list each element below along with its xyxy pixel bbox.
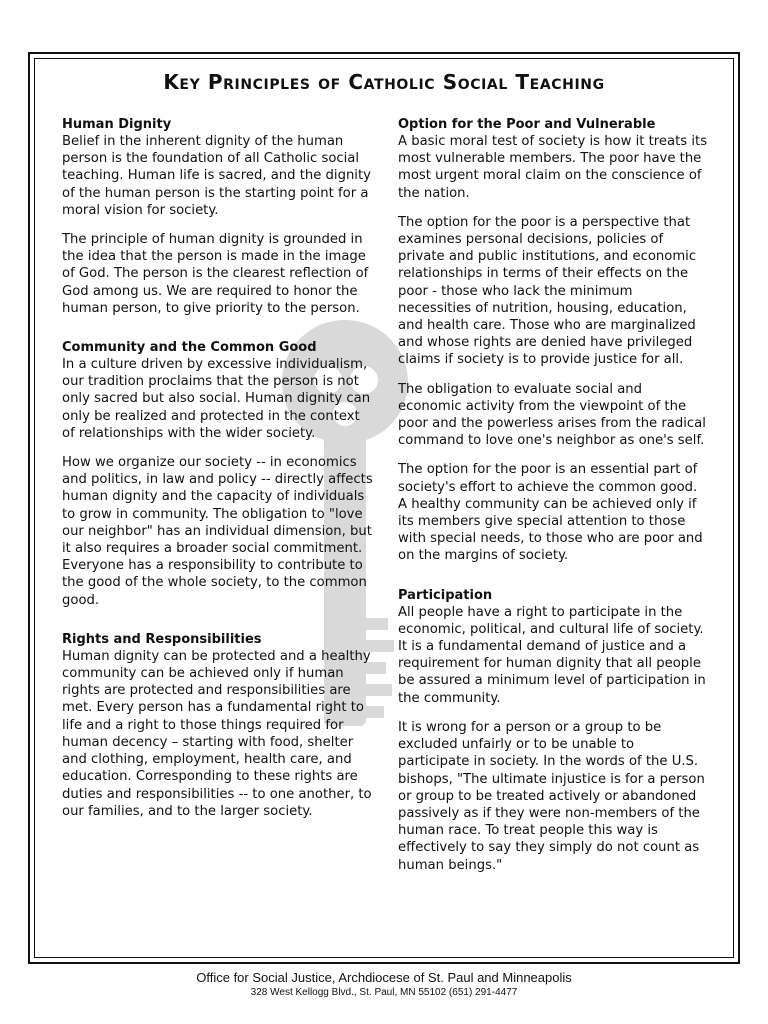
paragraph: A basic moral test of society is how it treats its most vulnerable members. The poor have the most urgent moral claim on the conscience of the nation. xyxy=(398,134,708,201)
footer-organization: Office for Social Justice, Archdiocese of St. Paul and Minneapolis xyxy=(196,970,572,985)
section-heading: Option for the Poor and Vulnerable xyxy=(398,117,656,132)
paragraph: The obligation to evaluate social and economic activity from the viewpoint of the poor and the powerless arises from the radical command to love one's neighbor as one's self. xyxy=(398,381,706,449)
section-heading: Human Dignity xyxy=(62,117,172,132)
section-heading: Rights and Responsibilities xyxy=(62,631,262,647)
paragraph: The principle of human dignity is grounded in the idea that the person is made in the image of God. The person is the clearest reflection of God among us. We are required to honor the human person, to give priority to the person. xyxy=(62,232,369,316)
page-title: Key Principles of Catholic Social Teaching xyxy=(163,70,605,94)
paragraph: All people have a right to participate in the economic, political, and cultural life of society. It is a fundamental demand of justice and a requirement for human dignity that all people be assured a minimum level of participation in the community. xyxy=(398,604,706,706)
paragraph: How we organize our society -- in economics and politics, in law and policy -- directly affects human dignity and the capacity of individuals to grow in community. The obligation to "love our neighbor" has an individual dimension, but it also requires a broader social commitment. Everyone has a responsibility to contribute to the good of the whole society, to the common good. xyxy=(62,455,373,608)
right-column xyxy=(398,116,708,896)
paragraph: It is wrong for a person or a group to be excluded unfairly or to be unable to participate in society. In the words of the U.S. bishops, "The ultimate injustice is for a person or group to be treated actively or abandoned passively as if they were non-members of the human race. To treat people this way is effectively to say they simply do not count as human beings." xyxy=(398,719,705,873)
section-community-common-good xyxy=(62,339,374,609)
section-participation xyxy=(398,587,708,874)
section-option-for-poor xyxy=(398,116,708,565)
section-human-dignity xyxy=(62,116,374,317)
footer-address: 328 West Kellogg Blvd., St. Paul, MN 55102 (651) 291-4477 xyxy=(250,987,518,998)
paragraph: Human dignity can be protected and a healthy community can be achieved only if human rights are protected and responsibilities are met. Every person has a fundamental right to life and a right to those things required for human decency – starting with food, shelter and clothing, employment, health care, and education. Corresponding to these rights are duties and responsibilities -- to one another, to our families, and to the larger society. xyxy=(62,648,372,819)
paragraph: The option for the poor is a perspective that examines personal decisions, policies of private and public institutions, and economic relationships in terms of their effects on the poor - those who lack the minimum necessities of nutrition, housing, education, and health care. Those who are marginalized and whose rights are denied have privileged claims if society is to provide justice for all. xyxy=(398,214,697,368)
paragraph: Belief in the inherent dignity of the human person is the foundation of all Catholic social teaching. Human life is sacred, and the dignity of the human person is the starting point for a moral vision for society. xyxy=(62,134,371,218)
section-heading: Community and the Common Good xyxy=(62,340,317,356)
paragraph: In a culture driven by excessive individualism, our tradition proclaims that the person is not only sacred but also social. Human dignity can only be realized and protected in the context of relationships with the wider society. xyxy=(62,357,371,441)
section-heading: Participation xyxy=(398,587,493,603)
paragraph: The option for the poor is an essential part of society's effort to achieve the common good. A healthy community can be achieved only if its members give special attention to those with special needs, to those who are poor and on the margins of society. xyxy=(398,462,703,564)
section-rights-responsibilities xyxy=(62,631,374,820)
left-column xyxy=(62,116,374,842)
